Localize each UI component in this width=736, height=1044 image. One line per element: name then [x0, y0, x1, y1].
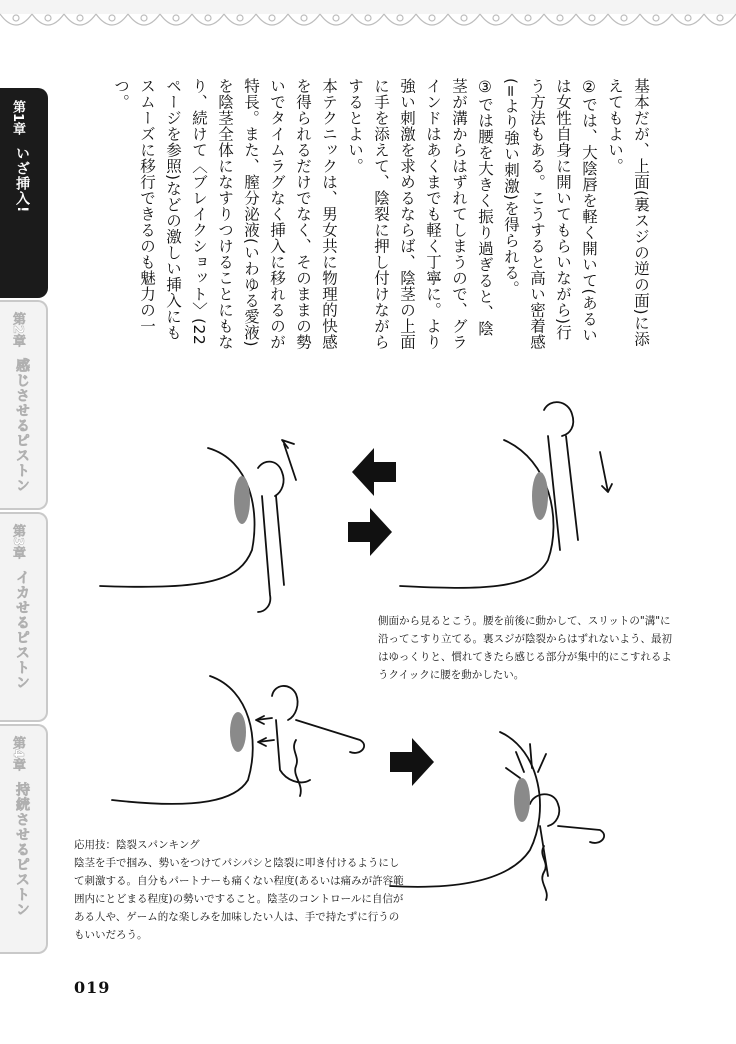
page-number: 019 [74, 978, 111, 997]
arrow-right-icon [348, 508, 392, 556]
chapter-tab[interactable] [0, 724, 48, 954]
caption-bottom-title: 応用技：陰裂スパンキング [74, 839, 200, 851]
chapter-tab[interactable] [0, 88, 48, 298]
chapter-tab-number: 第4章 [10, 736, 25, 772]
chapter-tab-number: 第2章 [10, 312, 25, 348]
illustration-side-view-right [400, 402, 612, 588]
arrow-right-icon [390, 738, 434, 786]
body-paragraph: ③では腰を大きく振り過ぎると、陰茎が溝からはずれてしまうので、グラインドはあくまでも軽く丁寧に。より強い刺激を求めるならば、陰茎の上面に手を添えて、陰裂に押し付けながらするとよい。 [346, 78, 494, 350]
chapter-tab[interactable] [0, 300, 48, 510]
body-paragraph: 本テクニックは、男女共に物理的快感を得られるだけでなく、そのままの勢いでタイムラグなく挿入に移れるのが特長。また、膣分泌液(いわゆる愛液)を陰茎全体になすりつけることにもなり、続けて〈ブレイクショット〉(22ページを参照)などの激しい挿入にもスムーズに移行できるのも魅力の一つ。 [112, 78, 338, 350]
decorative-lace-border [0, 0, 736, 48]
caption-top: 側面から見るとこう。腰を前後に動かして、スリットの"溝"に沿ってこすり立てる。裏スジが陰裂からはずれないよう、最初はゆっくりと、慣れてきたら感じる部分が集中的にこすれるようクイックに腰を動かしたい。 [378, 615, 672, 681]
illustration-side-view-left [100, 440, 296, 612]
chapter-tab-number: 第1章 [10, 100, 25, 136]
chapter-tab[interactable] [0, 512, 48, 722]
caption-bottom-text: 陰茎を手で掴み、勢いをつけてパシパシと陰裂に叩き付けるようにして刺激する。自分もパートナーも痛くない程度(あるいは痛みが許容範囲内にとどまる程度)の勢いですること。陰茎のコントロールに自信がある人や、ゲーム的な楽しみを加味したい人は、手で持たずに行うのもいいだろう。 [74, 857, 404, 941]
body-paragraph: ②では、大陰唇を軽く開いて(あるいは女性自身に開いてもらいながら)行う方法もある。こうすると高い密着感(=より強い刺激)を得られる。 [502, 78, 598, 350]
arrow-left-icon [352, 448, 396, 496]
body-text [108, 78, 654, 350]
chapter-tab-title: 感じさせるピストン [14, 358, 30, 493]
caption-bottom [74, 836, 404, 944]
chapter-tab-title: イカせるピストン [14, 570, 30, 690]
chapter-tab-title: いざ挿入! [14, 146, 30, 214]
chapter-tab-title: 持続させるピストン [14, 782, 30, 917]
chapter-tab-number: 第3章 [10, 524, 25, 560]
body-paragraph: 基本だが、上面(裏スジの逆の面)に添えてもよい。 [606, 78, 650, 348]
